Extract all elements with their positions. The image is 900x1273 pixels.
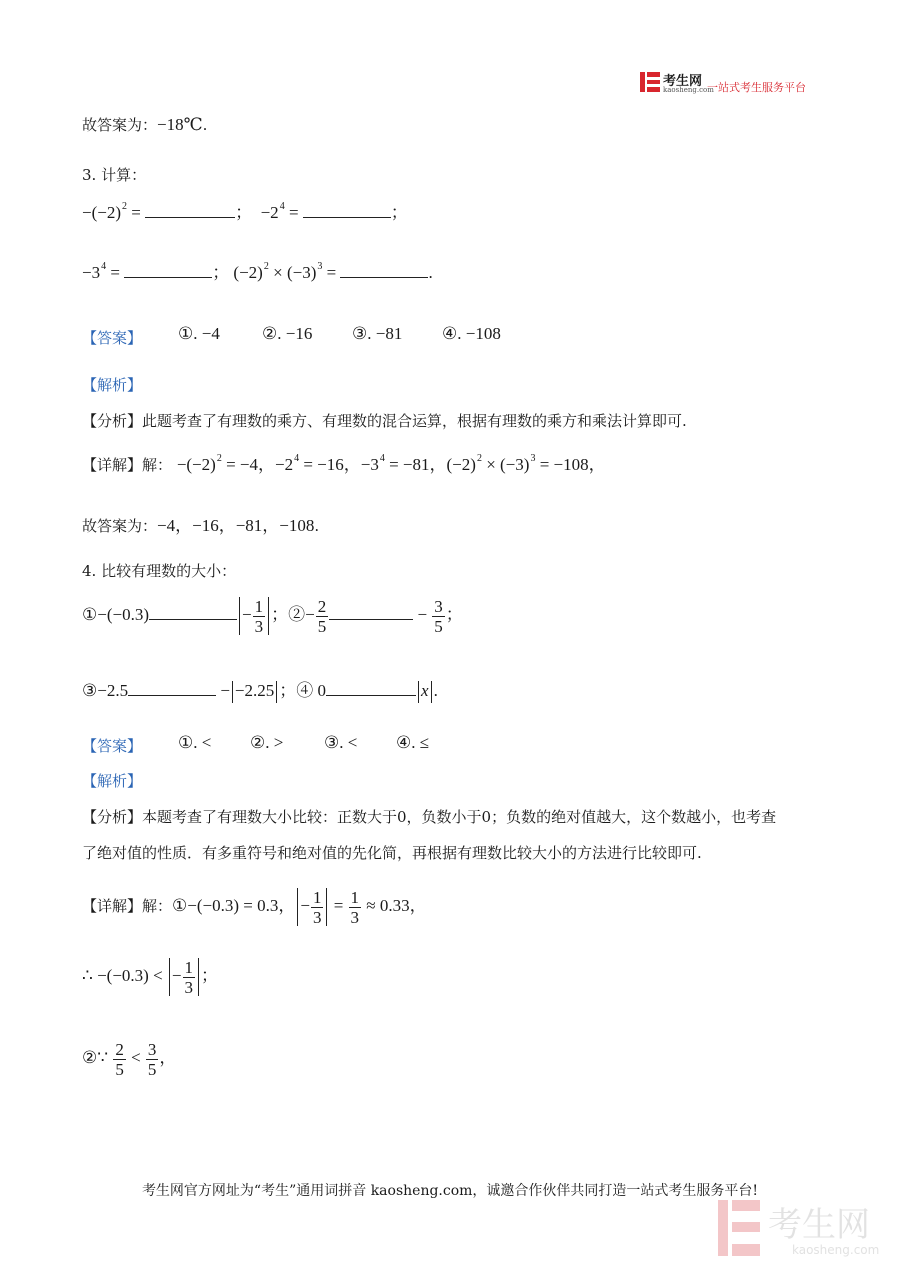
- q4-answer-3: ③. <: [324, 733, 358, 752]
- q4-because: ②∵ $\frac{2}{5}$ < $\frac{3}{5}$ ，: [82, 1039, 177, 1079]
- header-brand-cn: 考生网: [663, 74, 703, 89]
- q3-heading: 3. 计算：: [82, 166, 147, 184]
- q4-answer-2: ②. >: [250, 733, 284, 752]
- q4-answer-label: 【答案】: [82, 737, 143, 755]
- kaosheng-watermark-logo: [718, 1196, 882, 1260]
- q3-conclusion: 故答案为：−4，−16，−81，−108.: [82, 516, 320, 535]
- q3-xiangjie: 【详解】解： $-(-2)^2 = -4$，$-2^4 = -16$，$-3^4 = -81$，$(-2)^2 \times (-3)^3 = -108$，: [82, 453, 606, 474]
- header-slogan: 一站式考生服务平台: [707, 81, 806, 94]
- q3-answer-3: ③. −81: [352, 324, 403, 343]
- kaosheng-logo-icon: [640, 72, 660, 92]
- q4-fenxi-line1: 【分析】本题考查了有理数大小比较：正数大于0，负数小于0；负数的绝对值越大，这个数越小，也考查: [82, 808, 777, 826]
- q4-fenxi-line2: 了绝对值的性质．有多重符号和绝对值的先化简，再根据有理数比较大小的方法进行比较即可.: [82, 844, 702, 862]
- q3-analysis-label: 【解析】: [82, 376, 143, 394]
- q4-xiangjie: 【详解】解：①−(−0.3) = 0.3， − $\frac{1}{3}$ = $\frac{1}{3}$ ≈ 0.33，: [82, 887, 427, 927]
- header-brand-en: kaosheng.com: [663, 86, 714, 94]
- q4-analysis-label: 【解析】: [82, 772, 143, 790]
- q4-line1: ①−(−0.3) − $\frac{1}{3}$ ；②− $\frac{2}{5}$ − $\frac{3}{5}$ ；: [82, 596, 463, 636]
- q3-answer-4: ④. −108: [442, 324, 501, 343]
- q4-heading: 4. 比较有理数的大小：: [82, 562, 237, 580]
- q3-answer-2: ②. −16: [262, 324, 313, 343]
- q4-therefore: ∴ −(−0.3) < − $\frac{1}{3}$ ；: [82, 957, 218, 997]
- q3-answer-label: 【答案】: [82, 329, 143, 347]
- q3-answer-1: ①. −4: [178, 324, 220, 343]
- watermark-cn: 考生网: [768, 1205, 870, 1245]
- q2-conclusion: 故答案为：−18℃.: [82, 115, 208, 134]
- q4-answer-1: ①. <: [178, 733, 212, 752]
- q4-line2: ③−2.5 − −2.25 ；④ 0 x .: [82, 676, 438, 703]
- watermark-en: kaosheng.com: [792, 1243, 880, 1257]
- q3-line2: $-3^4$ = ； $(-2)^2 \times (-3)^3$ = .: [82, 261, 433, 282]
- q3-line1: $-(-2)^2$ = ； $-2^4$ = ；: [82, 201, 408, 222]
- q3-fenxi: 【分析】此题考查了有理数的乘方、有理数的混合运算，根据有理数的乘方和乘法计算即可.: [82, 412, 687, 430]
- q4-answer-4: ④. ≤: [396, 733, 430, 752]
- footer-text: 考生网官方网址为“考生”通用词拼音 kaosheng.com，诚邀合作伙伴共同打造一站式考生服务平台!: [141, 1183, 759, 1199]
